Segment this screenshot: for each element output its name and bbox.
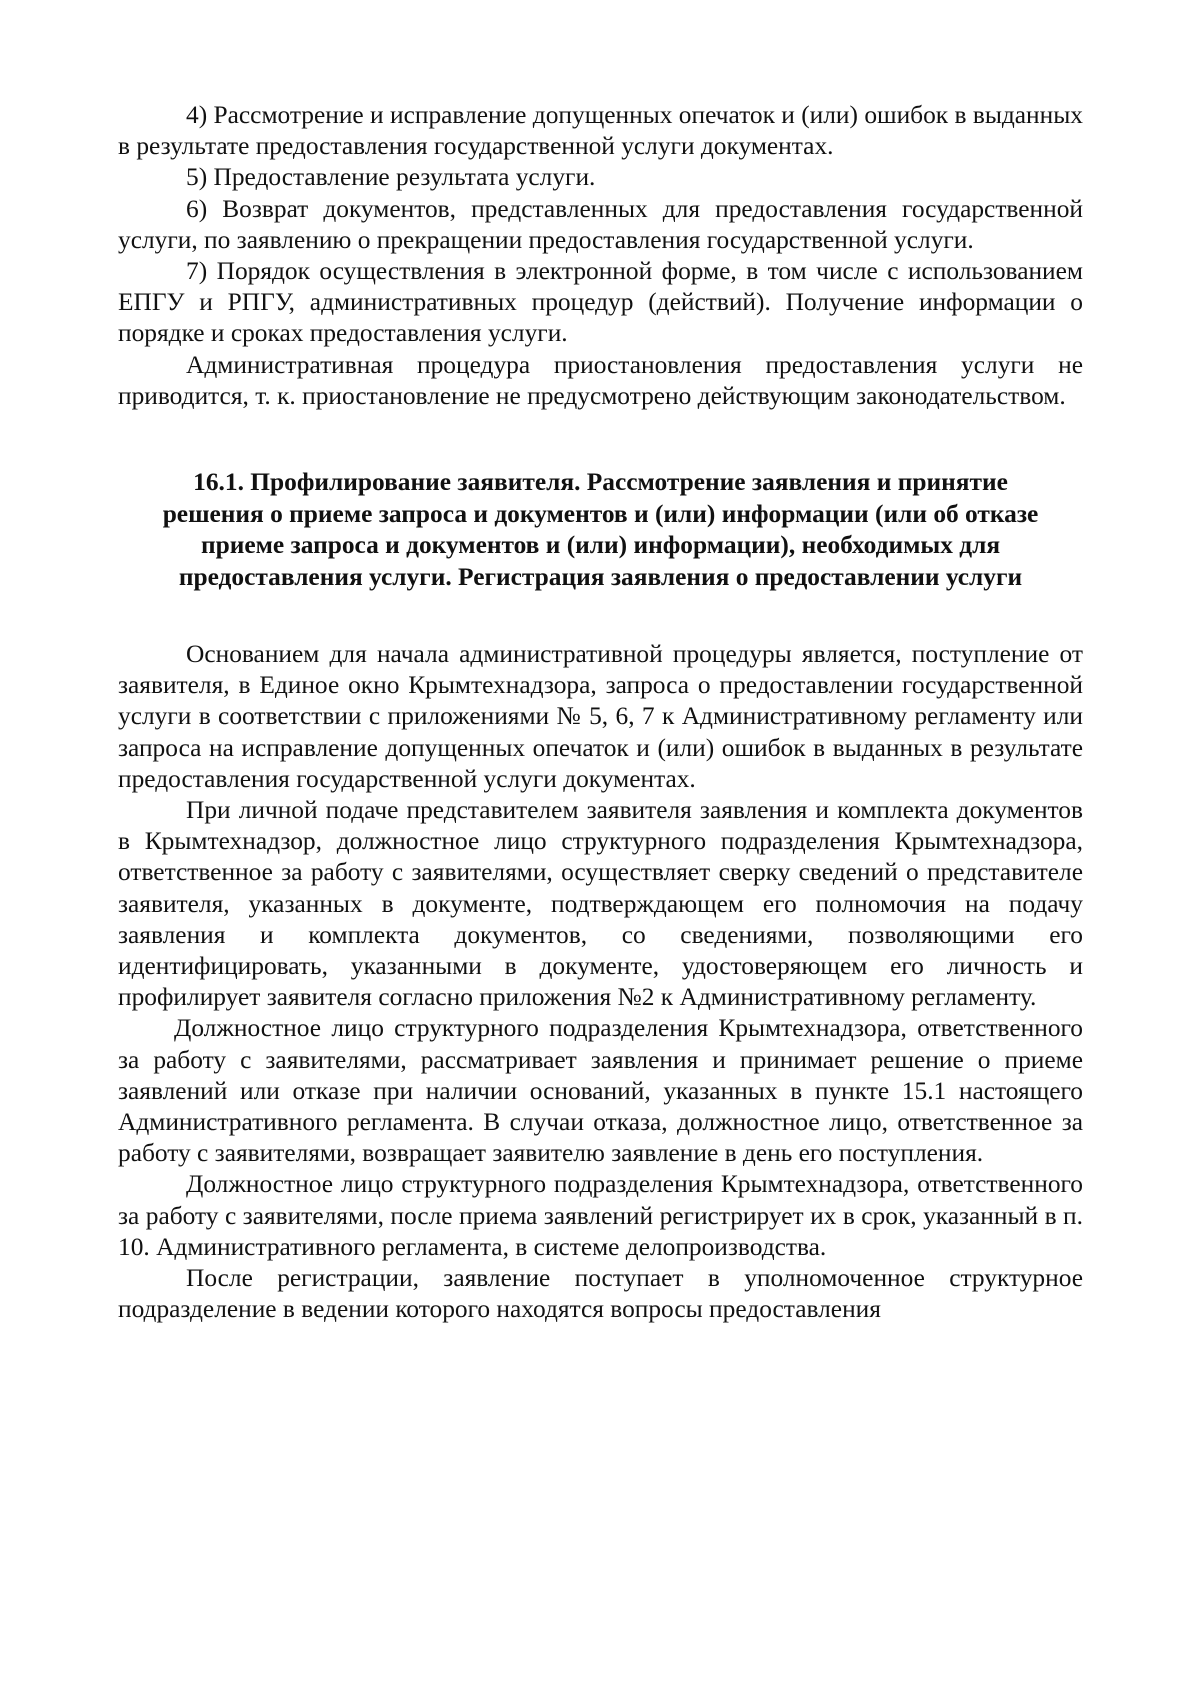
paragraph-item-6: 6) Возврат документов, представленных для предоставления государственной услуги, по заявлению о прекращении предоставления государственной услуги. [118, 194, 1083, 254]
document-page [118, 100, 1083, 1326]
paragraph-basis: Основанием для начала административной процедуры является, поступление от заявителя, в Единое окно Крымтехнадзора, запроса о предоставлении государственной услуги в соответствии с приложениями № 5, 6, 7 к Административному регламенту или запроса на исправление допущенных опечаток и (или) ошибок в выданных в результате предоставления государственной услуги документах. [118, 640, 1083, 793]
section-heading-line: приеме запроса и документов и (или) информации), необходимых для [200, 531, 1001, 560]
paragraph-item-7: 7) Порядок осуществления в электронной форме, в том числе с использованием ЕПГУ и РПГУ, административных процедур (действий). Получение информации о порядке и сроках предоставления услуги. [118, 257, 1083, 348]
paragraph-item-4: 4) Рассмотрение и исправление допущенных опечаток и (или) ошибок в выданных в результате предоставления государственной услуги документах. [118, 101, 1083, 161]
paragraph-registration: Должностное лицо структурного подразделения Крымтехнадзора, ответственного за работу с заявителями, после приема заявлений регистрирует их в срок, указанный в п. 10. Административного регламента, в системе делопроизводства. [118, 1170, 1083, 1261]
paragraph-after-registration: После регистрации, заявление поступает в уполномоченное структурное подразделение в ведении которого находятся вопросы предоставления [118, 1264, 1083, 1324]
section-heading-line: 16.1. Профилирование заявителя. Рассмотрение заявления и принятие [193, 468, 1008, 497]
paragraph-item-5: 5) Предоставление результата услуги. [186, 163, 596, 192]
paragraph-review-decision: Должностное лицо структурного подразделения Крымтехнадзора, ответственного за работу с заявителями, рассматривает заявления и принимает решение о приеме заявлений или отказе при наличии оснований, указанных в пункте 15.1 настоящего Административного регламента. В случаи отказа, должностное лицо, ответственное за работу с заявителями, возвращает заявителю заявление в день его поступления. [118, 1014, 1083, 1168]
section-heading-line: предоставления услуги. Регистрация заявления о предоставлении услуги [178, 562, 1023, 591]
paragraph-suspension-note: Административная процедура приостановления предоставления услуги не приводится, т. к. приостановление не предусмотрено действующим законодательством. [118, 350, 1083, 410]
section-heading-line: решения о приеме запроса и документов и (или) информации (или об отказе [162, 499, 1039, 528]
paragraph-personal-submission: При личной подаче представителем заявителя заявления и комплекта документов в Крымтехнадзор, должностное лицо структурного подразделения Крымтехнадзора, ответственное за работу с заявителями, осуществляет сверку сведений о представителе заявителя, указанных в документе, подтверждающем его полномочия на подачу заявления и комплекта документов, со сведениями, позволяющими его идентифицировать, указанными в документе, удостоверяющем его личность и профилирует заявителя согласно приложения №2 к Административному регламенту. [118, 796, 1083, 1012]
section-heading [118, 467, 1083, 593]
